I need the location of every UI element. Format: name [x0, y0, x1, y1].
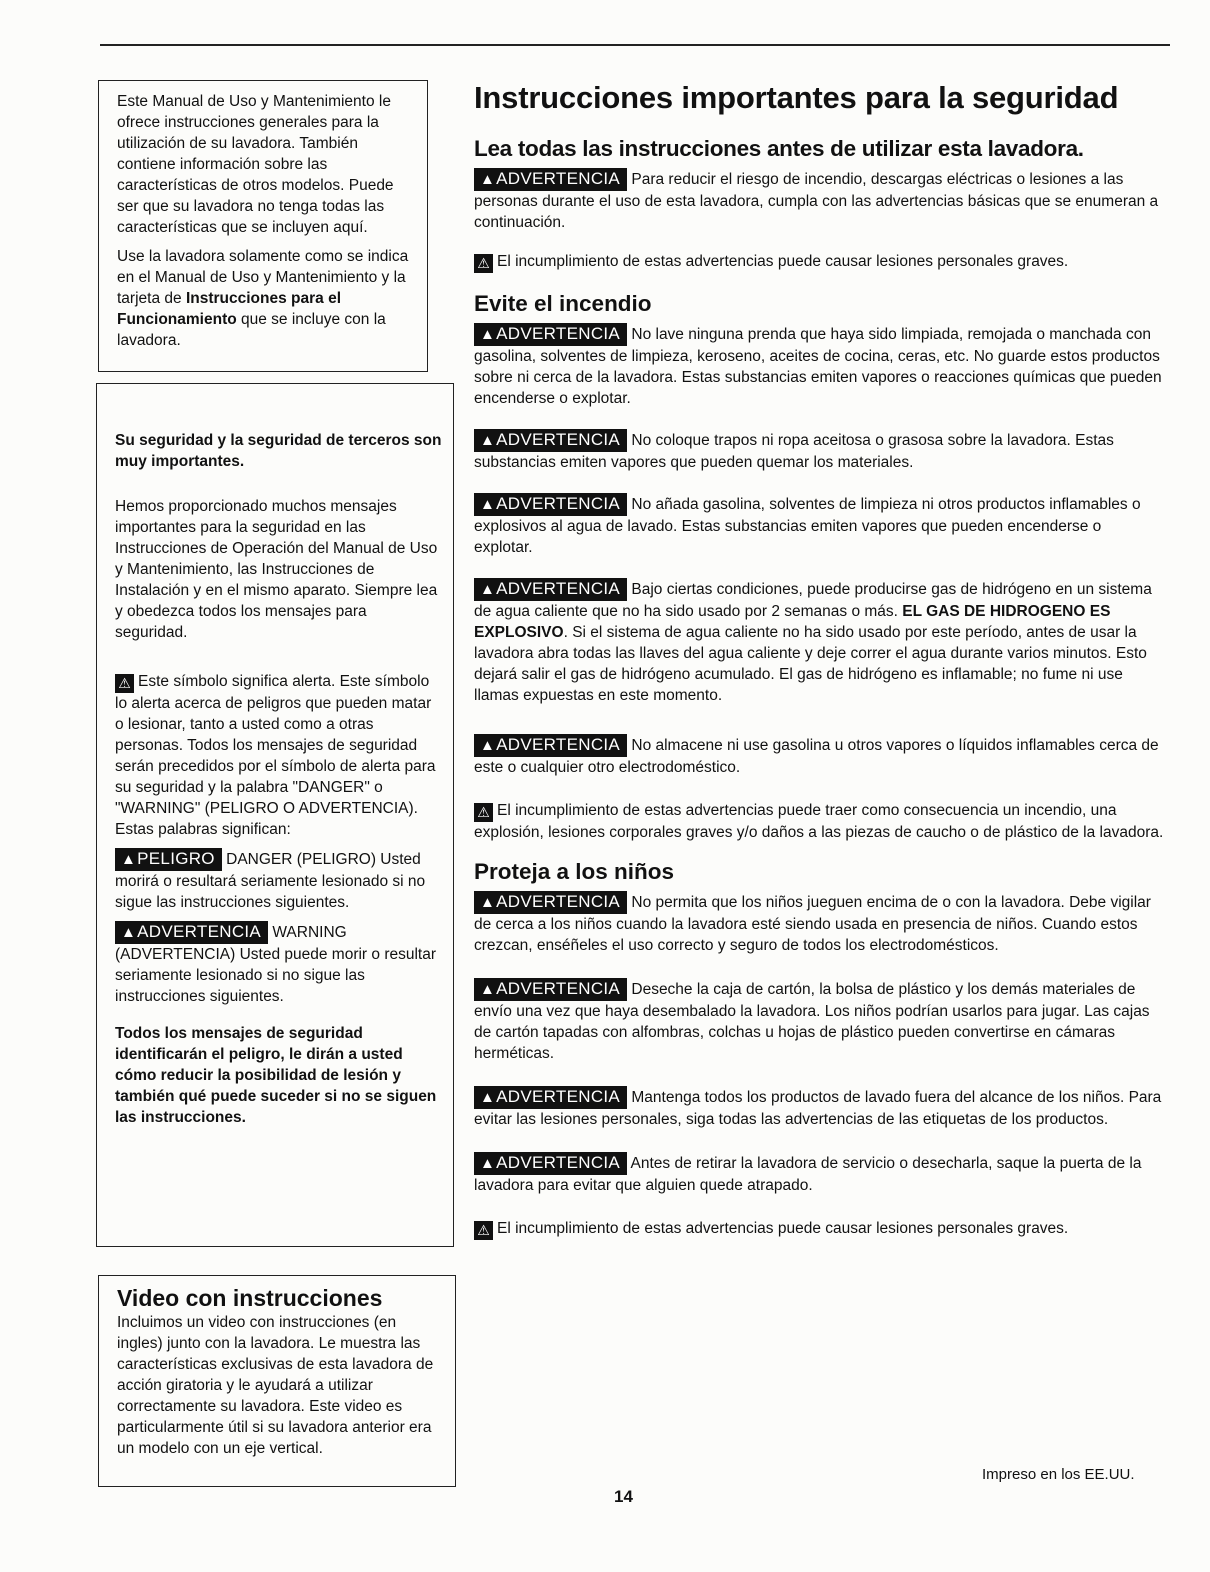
fire-warning-1-text: No lave ninguna prenda que haya sido limpiada, remojada o manchada con gasolina, solventes de limpieza, keroseno, aceites de cocina, ceras, etc. No guarde estos productos sobre ni cerca de la lavadora. Estas substancias emiten vapores o reacciones químicas que pueden encenderse o explotar. — [474, 326, 1162, 407]
danger-text: DANGER (PELIGRO) Usted morirá o resultará seriamente lesionado si no sigue las instrucciones siguientes. — [115, 851, 426, 911]
advertencia-badge-label: ADVERTENCIA — [137, 922, 262, 941]
manual-info-paragraph: Este Manual de Uso y Mantenimiento le ofrece instrucciones generales para la utilización de su lavadora. También contiene información sobre las características de otros modelos. Puede ser que su lavadora no tenga todas las características que se incluyen aquí. — [117, 93, 394, 236]
advertencia-badge-label: ADVERTENCIA — [496, 324, 621, 343]
advertencia-badge-label: ADVERTENCIA — [496, 494, 621, 513]
warning-text: WARNING (ADVERTENCIA) Usted puede morir o resultar seriamente lesionado si no sigue las instrucciones siguientes. — [115, 924, 437, 1005]
danger-paragraph — [115, 848, 443, 913]
page-title: Instrucciones importantes para la seguridad — [474, 80, 1119, 115]
warning-triangle-icon: ▲ — [480, 981, 496, 998]
fire-warning-2 — [474, 429, 1164, 473]
intro-warning-text: Para reducir el riesgo de incendio, descargas eléctricas o lesiones a las personas durante el uso de esta lavadora, cumpla con las advertencias básicas que se enumeran a continuación. — [474, 171, 1159, 231]
manual-info-box — [98, 80, 428, 372]
fire-warning-4-text: Bajo ciertas condiciones, puede producirse gas de hidrógeno en un sistema de agua caliente que no ha sido usado por 2 semanas o más. — [474, 581, 1152, 620]
fire-warning-4-end: . Si el sistema de agua caliente no ha sido usado por este período, antes de usar la lavadora abra todas las llaves del agua caliente y deje correr el agua durante varios minutos. Esto dejará salir el gas de hidrógeno acumulado. El gas de hidrógeno es inflamable; no fume ni use llamas expuestas en este momento. — [474, 624, 1147, 704]
manual-use-paragraph — [117, 246, 417, 351]
fire-warning-1 — [474, 323, 1164, 409]
advertencia-badge — [474, 734, 627, 757]
fire-warning-5-text: No almacene ni use gasolina u otros vapores o líquidos inflamables cerca de este o cualquier otro electrodoméstico. — [474, 737, 1159, 776]
warning-triangle-icon: ▲ — [480, 581, 496, 598]
top-rule — [100, 44, 1170, 46]
intro-alert — [474, 251, 1164, 273]
right-column — [474, 78, 1164, 1240]
alert-symbol-text: Este símbolo significa alerta. Este símbolo lo alerta acerca de peligros que pueden matar o lesionar, tanto a usted como a otras personas. Todos los mensajes de seguridad serán precedidos por el símbolo de alerta para su seguridad y la palabra "DANGER" o "WARNING" (PELIGRO O ADVERTENCIA). Estas palabras significan: — [115, 673, 436, 838]
children-warning-2 — [474, 978, 1164, 1064]
children-warning-2-text: Deseche la caja de cartón, la bolsa de plástico y los demás materiales de envío una vez que haya desembalado la lavadora. Los niños podrían usarlos para jugar. Las cajas de cartón tapadas con alfombras, colchas u hojas de plástico pueden convertirse en cámaras herméticas. — [474, 981, 1150, 1062]
children-warning-4 — [474, 1152, 1164, 1196]
alert-triangle-icon: ⚠ — [474, 254, 493, 273]
alert-symbol-paragraph — [115, 671, 443, 840]
intro-warning — [474, 168, 1164, 233]
alert-triangle-icon: ⚠ — [474, 1221, 493, 1240]
fire-warning-4 — [474, 578, 1164, 706]
video-title: Video con instrucciones — [117, 1285, 383, 1311]
warning-triangle-icon: ▲ — [480, 326, 496, 343]
advertencia-badge — [474, 429, 627, 452]
alert-triangle-icon: ⚠ — [474, 803, 493, 822]
page-number: 14 — [614, 1487, 633, 1506]
advertencia-badge — [474, 1152, 627, 1175]
safety-info-box — [96, 383, 454, 1247]
peligro-badge-label: PELIGRO — [137, 849, 215, 868]
manual-use-bold: Instrucciones para el Funcionamiento — [117, 290, 341, 328]
advertencia-badge-label: ADVERTENCIA — [496, 735, 621, 754]
children-section-title: Proteja a los niños — [474, 859, 675, 884]
warning-triangle-icon: ▲ — [480, 1089, 496, 1106]
video-box — [98, 1275, 456, 1487]
printed-in-usa: Impreso en los EE.UU. — [982, 1466, 1135, 1483]
warning-triangle-icon: ▲ — [480, 171, 496, 188]
warning-paragraph — [115, 921, 443, 1007]
intro-alert-text: El incumplimiento de estas advertencias puede causar lesiones personales graves. — [497, 253, 1069, 270]
advertencia-badge-label: ADVERTENCIA — [496, 892, 621, 911]
page-subtitle: Lea todas las instrucciones antes de utilizar esta lavadora. — [474, 136, 1084, 161]
fire-warning-5 — [474, 734, 1164, 778]
peligro-badge — [115, 848, 222, 871]
children-alert — [474, 1218, 1164, 1240]
advertencia-badge — [474, 493, 627, 516]
fire-warning-3-text: No añada gasolina, solventes de limpieza ni otros productos inflamables o explosivos al agua de lavado. Estas substancias emiten vapores que pueden encenderse o explotar. — [474, 496, 1141, 556]
children-warning-1 — [474, 891, 1164, 956]
advertencia-badge — [474, 891, 627, 914]
fire-alert — [474, 800, 1164, 843]
warning-triangle-icon: ▲ — [480, 1155, 496, 1172]
alert-triangle-icon: ⚠ — [115, 674, 134, 693]
advertencia-badge — [115, 921, 268, 944]
fire-section-title: Evite el incendio — [474, 291, 652, 316]
fire-warning-2-text: No coloque trapos ni ropa aceitosa o grasosa sobre la lavadora. Estas substancias emiten vapores que pueden quemar los materiales. — [474, 432, 1114, 471]
manual-use-text: Use la lavadora solamente como se indica en el Manual de Uso y Mantenimiento y la tarjeta de — [117, 248, 409, 307]
warning-triangle-icon: ▲ — [121, 924, 137, 941]
warning-triangle-icon: ▲ — [480, 496, 496, 513]
safety-heading: Su seguridad y la seguridad de terceros son muy importantes. — [115, 432, 442, 470]
children-warning-3-text: Mantenga todos los productos de lavado fuera del alcance de los niños. Para evitar las lesiones personales, siga todas las advertencias de las etiquetas de los productos. — [474, 1089, 1162, 1128]
warning-triangle-icon: ▲ — [480, 737, 496, 754]
warning-triangle-icon: ▲ — [480, 894, 496, 911]
fire-warning-4-bold: EL GAS DE HIDROGENO ES EXPLOSIVO — [474, 603, 1111, 641]
advertencia-badge-label: ADVERTENCIA — [496, 979, 621, 998]
advertencia-badge-label: ADVERTENCIA — [496, 1153, 621, 1172]
advertencia-badge-label: ADVERTENCIA — [496, 169, 621, 188]
advertencia-badge — [474, 578, 627, 601]
advertencia-badge — [474, 1086, 627, 1109]
advertencia-badge — [474, 168, 627, 191]
advertencia-badge-label: ADVERTENCIA — [496, 579, 621, 598]
advertencia-badge — [474, 978, 627, 1001]
fire-alert-text: El incumplimiento de estas advertencias puede traer como consecuencia un incendio, una explosión, lesiones corporales graves y/o daños a las piezas de caucho o de plástico de la lavadora. — [474, 802, 1164, 841]
safety-paragraph: Hemos proporcionado muchos mensajes importantes para la seguridad en las Instrucciones de Operación del Manual de Uso y Mantenimiento, las Instrucciones de Instalación y en el mismo aparato. Siempre lea y obedezca todos los mensajes para seguridad. — [115, 498, 438, 641]
children-warning-3 — [474, 1086, 1164, 1130]
children-alert-text: El incumplimiento de estas advertencias puede causar lesiones personales graves. — [497, 1220, 1069, 1237]
warning-triangle-icon: ▲ — [480, 432, 496, 449]
advertencia-badge-label: ADVERTENCIA — [496, 1087, 621, 1106]
children-warning-1-text: No permita que los niños jueguen encima de o con la lavadora. Debe vigilar de cerca a los niños cuando la lavadora esté siendo usada en presencia de niños. Cuando estos crezcan, enséñeles el uso correcto y seguro de todos los electrodomésticos. — [474, 894, 1151, 954]
video-text: Incluimos un video con instrucciones (en ingles) junto con la lavadora. Le muestra las características exclusivas de esta lavadora de acción giratoria y le ayudará a utilizar correctamente su lavadora. Este video es particularmente útil si su lavadora anterior era un modelo con un eje vertical. — [117, 1314, 434, 1457]
children-warning-4-text: Antes de retirar la lavadora de servicio o desecharla, saque la puerta de la lavadora para evitar que alguien quede atrapado. — [474, 1155, 1142, 1194]
manual-use-end: que se incluye con la lavadora. — [117, 311, 386, 349]
warning-triangle-icon: ▲ — [121, 851, 137, 868]
fire-warning-3 — [474, 493, 1164, 558]
advertencia-badge — [474, 323, 627, 346]
advertencia-badge-label: ADVERTENCIA — [496, 430, 621, 449]
safety-closing: Todos los mensajes de seguridad identificarán el peligro, le dirán a usted cómo reducir la posibilidad de lesión y también qué puede suceder si no se siguen las instrucciones. — [115, 1025, 437, 1126]
